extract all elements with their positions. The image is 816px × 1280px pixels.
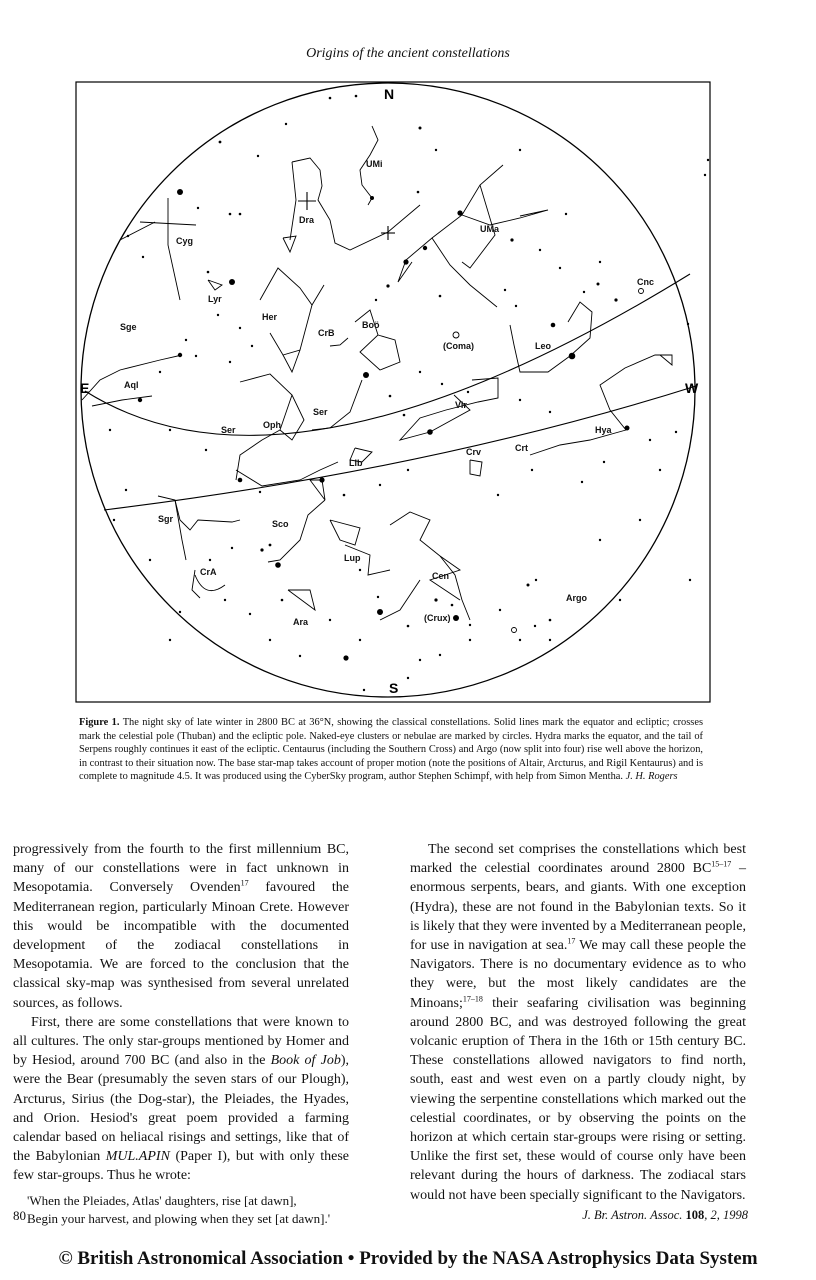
quote-line-2: Begin your harvest, and plowing when they set [at dawn].'	[27, 1210, 331, 1226]
star-dot	[343, 655, 348, 660]
star-dot	[457, 210, 462, 215]
left-p2-text: First, there are some constellations that were known to all cultures. The only star-groups mentioned by Homer and by Hesiod, around 700 BC (and also in the	[13, 1014, 349, 1069]
label-lib: Lib	[349, 458, 363, 468]
star-dot	[527, 584, 530, 587]
star-dot	[453, 615, 459, 621]
label-dra: Dra	[299, 215, 315, 225]
star-dot	[434, 598, 437, 601]
star-dot	[363, 689, 365, 691]
star-dot	[439, 295, 442, 298]
left-paragraph-2	[13, 1013, 349, 1186]
label-cen: Cen	[432, 571, 450, 581]
star-dot	[269, 639, 271, 641]
star-dot	[178, 353, 182, 357]
cardinal-east: E	[80, 380, 90, 396]
star-dot	[205, 449, 207, 451]
figure-label: Figure 1.	[79, 717, 120, 728]
label-aql: Aql	[124, 380, 139, 390]
star-dot	[251, 345, 253, 347]
book-of-job-title: Book of Job	[270, 1053, 341, 1069]
star-dot	[407, 469, 409, 471]
star-dot	[549, 639, 551, 641]
star-dot	[285, 123, 287, 125]
label-vir: Vir	[455, 400, 467, 410]
star-dot	[379, 484, 381, 486]
star-dot	[403, 414, 406, 417]
star-dot	[197, 207, 199, 209]
star-dot	[179, 611, 181, 613]
label-hya: Hya	[595, 425, 612, 435]
star-dot	[281, 599, 284, 602]
star-dot	[551, 323, 556, 328]
star-dot	[217, 314, 219, 316]
constellation-lines	[82, 126, 672, 620]
star-dot	[142, 256, 144, 258]
star-dot	[229, 361, 231, 363]
star-dot	[675, 431, 677, 433]
label-oph: Oph	[263, 420, 281, 430]
star-dot	[451, 604, 454, 607]
star-dot	[435, 149, 437, 151]
star-dot	[159, 371, 161, 373]
right-p1-text-end: their seafaring civilisation was beginning around 2800 BC, and was destroyed following the great volcanic eruption of Thera in the 16th or 15th century BC. These constellations allowed navigators to find north, south, east and west even on a partly cloudy night, by viewing the serpentine constellations which marked out the celestial coordinates, or by observing the points on the horizon at which certain star-groups were rising or setting. Unlike the first set, these would of course only have been relevant during the hours of darkness. The zodiacal stars would not have been specially significant to the Navigators.	[410, 995, 746, 1203]
star-dot	[127, 235, 129, 237]
reference-superscript: 17	[240, 878, 249, 888]
star-dot	[423, 246, 427, 250]
star-dot	[707, 159, 709, 161]
cardinal-labels	[80, 86, 699, 696]
label-sco: Sco	[272, 519, 289, 529]
star-dot	[407, 677, 409, 679]
label-ara: Ara	[293, 617, 309, 627]
star-dot	[469, 624, 471, 626]
star-dot	[355, 95, 358, 98]
left-paragraph-1	[13, 840, 349, 1013]
star-dot	[149, 559, 151, 561]
label-lyr: Lyr	[208, 294, 222, 304]
right-paragraph-1	[410, 840, 746, 1205]
cardinal-north: N	[384, 86, 395, 102]
star-dot	[239, 213, 242, 216]
star-dot	[597, 283, 600, 286]
label-sge: Sge	[120, 322, 137, 332]
star-dot	[386, 284, 389, 287]
star-dot	[515, 305, 517, 307]
equator-line	[85, 274, 690, 435]
star-dot	[239, 327, 241, 329]
star-dot	[249, 613, 251, 615]
star-dot	[370, 196, 374, 200]
label-crb: CrB	[318, 328, 335, 338]
star-dot	[614, 298, 617, 301]
star-dot	[377, 596, 379, 598]
star-dot	[375, 299, 377, 301]
reference-superscript: 17	[567, 936, 576, 946]
star-dot	[549, 411, 551, 413]
left-p1-text: progressively from the fourth to the first millennium BC, many of our constellations were in fact unknown in Mesopotamia. Conversely Ovenden	[13, 842, 349, 896]
label-crv: Crv	[466, 447, 482, 457]
star-dot	[359, 639, 361, 641]
star-dot	[689, 579, 691, 581]
label-crt: Crt	[515, 443, 528, 453]
star-dot	[467, 391, 469, 393]
star-dot	[539, 249, 541, 251]
star-dot	[169, 639, 171, 641]
right-column	[410, 840, 746, 1205]
caption-signature: J. H. Rogers	[625, 771, 678, 783]
right-p1-text-cont: – enormous serpents, bears, and giants. With one exception (Hydra), these are not found in the Babylonian texts. So it is likely that they were invented by a Mediterranean people, for use in navigation at sea.	[410, 861, 747, 954]
star-dot	[407, 625, 410, 628]
star-dot	[299, 655, 301, 657]
label-uma: UMa	[480, 224, 500, 234]
star-dot	[469, 639, 471, 641]
journal-volume: 108	[685, 1208, 705, 1222]
star-dot	[510, 238, 513, 241]
star-dot	[319, 477, 324, 482]
star-dot	[599, 539, 601, 541]
right-p1-text: The second set comprises the constellations which best marked the celestial coordinates around 2800 BC	[410, 842, 746, 877]
label-coma: (Coma)	[443, 341, 474, 351]
star-dot	[257, 155, 259, 157]
star-dot	[229, 279, 235, 285]
journal-citation	[582, 1208, 748, 1223]
star-dot	[259, 491, 261, 493]
star-dot	[569, 353, 576, 360]
star-dot	[704, 174, 706, 176]
ecliptic-line	[104, 386, 696, 510]
star-dot	[238, 478, 243, 483]
star-dot	[519, 399, 521, 401]
label-argo: Argo	[566, 593, 587, 603]
label-cnc: Cnc	[637, 277, 655, 287]
cardinal-south: S	[389, 680, 399, 696]
frame	[76, 82, 710, 702]
star-dot	[275, 562, 281, 568]
star-dot	[639, 519, 641, 521]
caption-text: The night sky of late winter in 2800 BC at 36°N, showing the classical constellations. Solid lines mark the equator and ecliptic; crosses mark the celestial pole (Thuban) and the ecliptic pole. Naked-eye clusters or nebulae are marked by circles. Hydra marks the equator, and the tail of Serpens roughly continues it east of the ecliptic. Centaurus (including the Southern Cross) and Argo (now split into four) rise well above the horizon, in contrast to their situation now. The base star-map takes account of proper motion (note the positions of Altair, Arcturus, and Rigil Kentaurus) and is complete to magnitude 4.5. It was produced using the CyberSky program, author Stephen Schimpf, with help from Simon Mentha.	[79, 717, 703, 783]
label-crux: (Crux)	[424, 613, 451, 623]
star-dot	[649, 439, 651, 441]
star-dot	[169, 429, 171, 431]
star-dot	[599, 261, 601, 263]
cardinal-west: W	[685, 380, 699, 396]
quote-line-1: 'When the Pleiades, Atlas' daughters, rise [at dawn],	[27, 1192, 297, 1208]
star-dot	[519, 149, 521, 151]
star-dot	[583, 291, 585, 293]
star-dot	[343, 494, 346, 497]
journal-name: J. Br. Astron. Assoc.	[582, 1208, 683, 1222]
hesiod-quote	[27, 1192, 349, 1228]
star-dot	[377, 609, 383, 615]
label-lup: Lup	[344, 553, 361, 563]
figure-caption	[79, 716, 703, 784]
copyright-banner: © British Astronomical Association • Provided by the NASA Astrophysics Data System	[58, 1248, 758, 1269]
left-column	[13, 840, 349, 1228]
star-dot	[504, 289, 506, 291]
star-dot	[359, 569, 361, 571]
star-dot	[329, 619, 331, 621]
running-head: Origins of the ancient constellations	[306, 46, 510, 61]
star-dot	[619, 599, 621, 601]
star-dot	[549, 619, 552, 622]
star-dot	[363, 372, 369, 378]
left-p2-text-cont: ), were the Bear (presumably the seven stars of our Plough), Arcturus, Sirius (the Dog-star), the Pleiades, the Hyades, and Orion. Hesiod's great poem provided a farming calendar based on heliacal risings and settings, like that of the Babylonian	[13, 1053, 349, 1165]
right-p1-text-cont2: We may call these people the Navigators. There is no documentary evidence as to who they were, but the most likely candidates are the Minoans;	[410, 938, 746, 1011]
star-dot	[659, 469, 661, 471]
star-dot	[439, 654, 441, 656]
star-dot	[224, 599, 226, 601]
star-dot	[559, 267, 561, 269]
star-dot	[581, 481, 583, 483]
label-ser-head: Ser	[313, 407, 328, 417]
star-dot	[417, 191, 420, 194]
label-boo: Boö	[362, 320, 380, 330]
reference-superscript: 17–18	[462, 993, 483, 1003]
star-dot	[403, 259, 408, 264]
label-her: Her	[262, 312, 278, 322]
label-cra: CrA	[200, 567, 217, 577]
star-dot	[329, 97, 332, 100]
star-dot	[195, 355, 197, 357]
star-dot	[113, 519, 115, 521]
star-dot	[419, 659, 421, 661]
star-dot	[419, 127, 422, 130]
star-dot	[519, 639, 521, 641]
star-dot	[687, 323, 689, 325]
label-umi: UMi	[366, 159, 383, 169]
page-number: 80	[13, 1208, 26, 1223]
star-dot	[219, 141, 222, 144]
star-dot	[603, 461, 605, 463]
star-dot	[260, 548, 263, 551]
journal-issue-year: , 2, 1998	[704, 1208, 748, 1222]
star-dot	[427, 429, 433, 435]
label-sgr: Sgr	[158, 514, 174, 524]
label-ser-tail: Ser	[221, 425, 236, 435]
star-dot	[109, 429, 111, 431]
star-dot	[209, 559, 211, 561]
figure-border	[76, 82, 710, 702]
star-dot	[177, 189, 183, 195]
star-dot	[565, 213, 567, 215]
star-dot	[535, 579, 537, 581]
star-dot	[138, 398, 142, 402]
star-dot	[534, 625, 536, 627]
star-dot	[229, 213, 232, 216]
star-dot	[497, 494, 499, 496]
star-dots	[109, 95, 709, 692]
star-dot	[185, 339, 187, 341]
mul-apin-title: MUL.APIN	[105, 1149, 170, 1165]
star-dot	[231, 547, 233, 549]
left-p1-text-cont: favoured the Mediterranean region, particularly Minoan Crete. However this would be incompatible with the documented development of the zodiacal constellations in Mesopotamia. We are forced to the conclusion that the classical sky-map was synthesised from several unrelated sources, as follows.	[13, 880, 349, 1011]
label-leo: Leo	[535, 341, 552, 351]
star-dot	[207, 271, 210, 274]
star-dot	[625, 426, 630, 431]
star-dot	[419, 371, 421, 373]
star-dot	[531, 469, 533, 471]
star-dot	[441, 383, 443, 385]
left-p2-text-end: (Paper I), but with only these few star-groups. Thus he wrote:	[13, 1149, 349, 1184]
reference-superscript: 15–17	[711, 859, 732, 869]
label-cyg: Cyg	[176, 236, 194, 246]
star-dot	[389, 395, 392, 398]
horizon-circle	[81, 83, 695, 697]
cra-arc	[195, 575, 225, 591]
star-dot	[125, 489, 127, 491]
star-dot	[499, 609, 501, 611]
constellation-labels	[120, 159, 654, 627]
star-dot	[269, 544, 272, 547]
